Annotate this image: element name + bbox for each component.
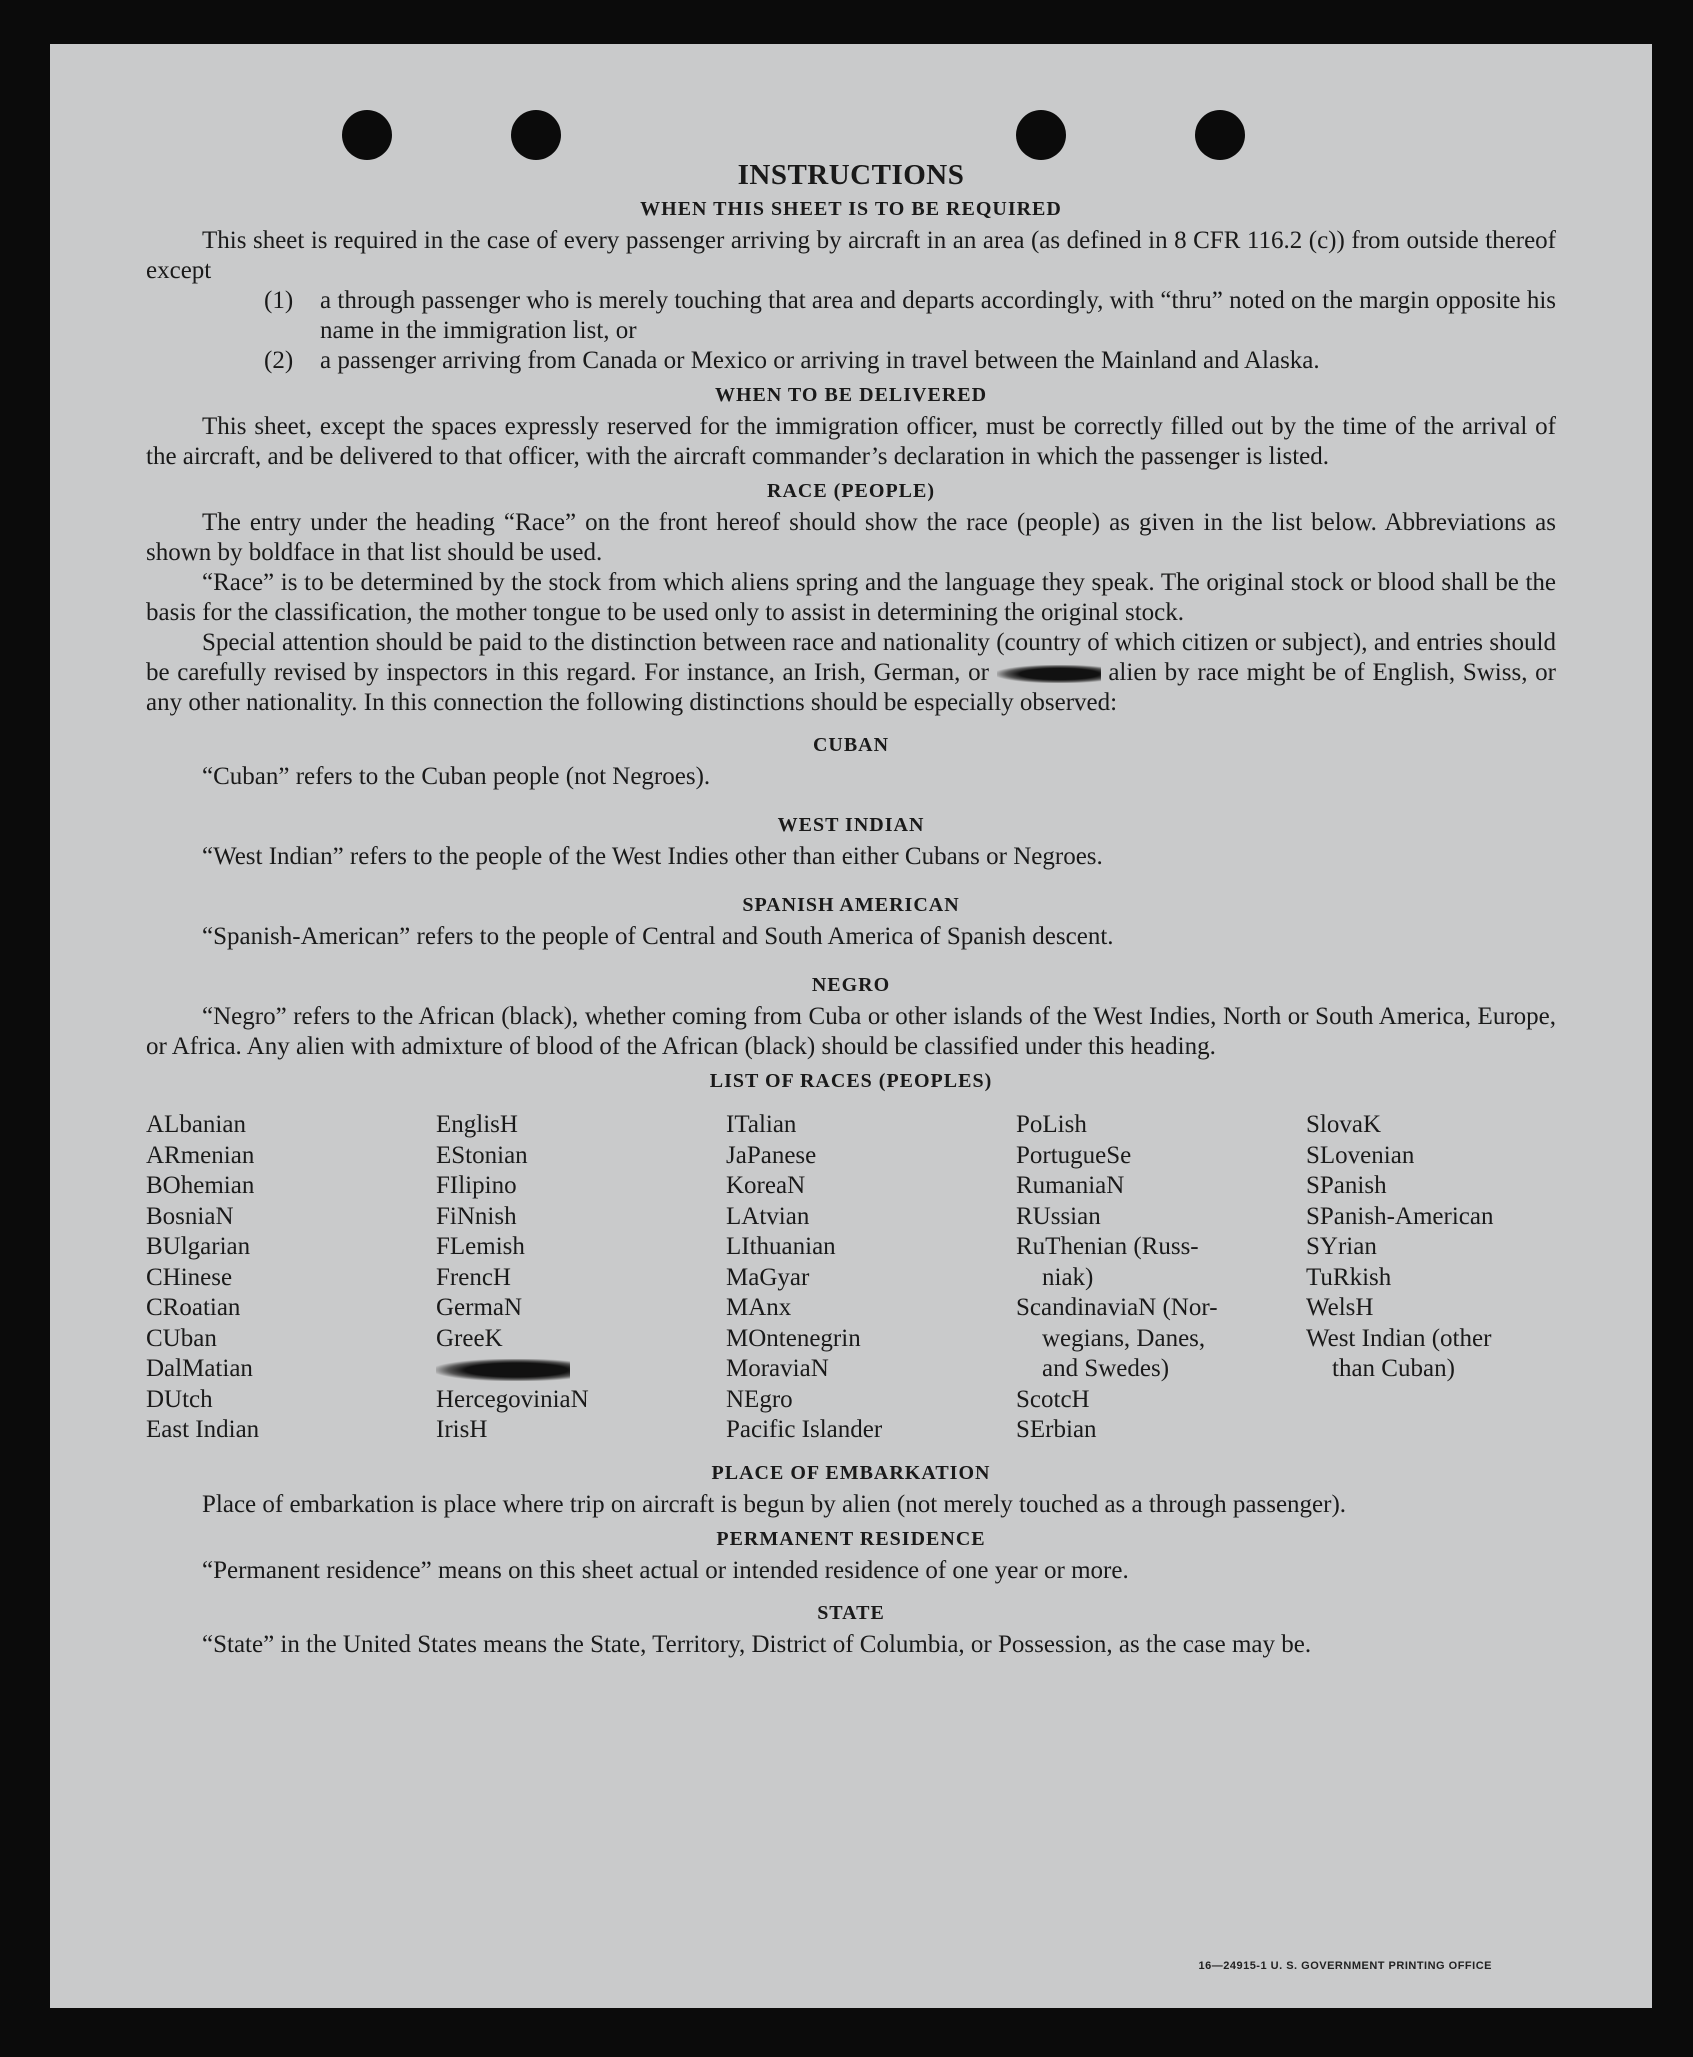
race-list-item: BUlgarian bbox=[146, 1233, 251, 1260]
race-list-item: ScandinaviaN (Nor- bbox=[1016, 1294, 1218, 1321]
race-list-item-continued: niak) bbox=[1042, 1263, 1094, 1291]
residence-text: “Permanent residence” means on this sheet actual or intended residence of one year or more. bbox=[202, 1556, 1129, 1584]
race-list-item: CRoatian bbox=[146, 1294, 241, 1321]
race-list-item: CUban bbox=[146, 1324, 217, 1352]
race-paragraph-3a: Special attention should be paid to the distinction between race and nationality (country of which citizen or subject), and entries should be carefully revised by inspectors in this regard. For instance, an Irish, German, or bbox=[146, 629, 1556, 686]
redaction-mark bbox=[436, 1359, 570, 1381]
race-list-item: Pacific Islander bbox=[726, 1416, 883, 1443]
race-list-item: MOntenegrin bbox=[726, 1324, 861, 1352]
race-list-item: SPanish-American bbox=[1306, 1202, 1494, 1230]
race-list-item: EnglisH bbox=[436, 1111, 518, 1138]
race-list-item-continued: and Swedes) bbox=[1042, 1355, 1170, 1382]
punch-hole bbox=[1195, 110, 1245, 160]
required-item bbox=[146, 286, 1556, 346]
race-paragraph-1: The entry under the heading “Race” on the front hereof should show the race (people) as given in the list below. Abbreviations as shown by boldface in that list should be used. bbox=[146, 509, 1556, 566]
cuban-text: “Cuban” refers to the Cuban people (not Negroes). bbox=[202, 763, 711, 790]
race-list-item: SYrian bbox=[1306, 1233, 1377, 1260]
race-list-item: SPanish bbox=[1306, 1172, 1387, 1199]
race-list-column bbox=[1016, 1110, 1306, 1446]
race-list-column bbox=[436, 1110, 726, 1446]
race-list-item: KoreaN bbox=[726, 1172, 806, 1199]
race-list-item: WelsH bbox=[1306, 1294, 1374, 1321]
race-list-item: BosniaN bbox=[146, 1202, 234, 1230]
state-text: “State” in the United States means the State, Territory, District of Columbia, or Possession, as the case may be. bbox=[202, 1630, 1312, 1658]
race-list-item: MAnx bbox=[726, 1294, 792, 1321]
race-list-item: RUssian bbox=[1016, 1202, 1101, 1230]
embarkation-text: Place of embarkation is place where trip on aircraft is begun by alien (not merely touched as a through passenger). bbox=[202, 1490, 1347, 1518]
section-heading-embarkation: PLACE OF EMBARKATION bbox=[711, 1461, 991, 1484]
section-heading-state: STATE bbox=[817, 1601, 885, 1624]
race-list-item: RumaniaN bbox=[1016, 1172, 1125, 1199]
race-list-item: ScotcH bbox=[1016, 1385, 1090, 1413]
race-list-item: RuThenian (Russ- bbox=[1016, 1233, 1199, 1260]
west-indian-text: “West Indian” refers to the people of the West Indies other than either Cubans or Negroes. bbox=[202, 843, 1103, 870]
section-heading-required: WHEN THIS SHEET IS TO BE REQUIRED bbox=[640, 198, 1062, 220]
race-list-item: FLemish bbox=[436, 1233, 525, 1260]
race-list-item: East Indian bbox=[146, 1416, 260, 1443]
race-list-item: TuRkish bbox=[1306, 1263, 1392, 1291]
race-list-item: MoraviaN bbox=[726, 1355, 829, 1382]
race-list-item: DalMatian bbox=[146, 1355, 253, 1382]
page-title: INSTRUCTIONS bbox=[737, 159, 965, 191]
race-list-item: EStonian bbox=[436, 1141, 528, 1169]
section-heading-spanish-american: SPANISH AMERICAN bbox=[742, 894, 960, 916]
race-list-item: SLovenian bbox=[1306, 1141, 1415, 1169]
race-list-item: BOhemian bbox=[146, 1172, 255, 1199]
item-number: (2) bbox=[264, 347, 294, 374]
race-list-item: CHinese bbox=[146, 1263, 233, 1291]
section-heading-list: LIST OF RACES (PEOPLES) bbox=[709, 1070, 993, 1092]
race-list-item: HercegoviniaN bbox=[436, 1385, 589, 1413]
race-list-item: SlovaK bbox=[1306, 1111, 1381, 1138]
race-list-item: SErbian bbox=[1016, 1416, 1097, 1443]
race-list-item: ITalian bbox=[726, 1111, 797, 1138]
race-list-column bbox=[146, 1110, 436, 1446]
section-heading-negro: NEGRO bbox=[811, 974, 891, 996]
item-text: a passenger arriving from Canada or Mexico or arriving in travel between the Mainland and Alaska. bbox=[320, 347, 1320, 374]
race-list-item-redacted bbox=[436, 1354, 726, 1385]
race-list-item: West Indian (other bbox=[1306, 1324, 1492, 1352]
item-text: a through passenger who is merely touching that area and departs accordingly, with “thru” noted on the margin opposite his name in the immigration list, or bbox=[320, 287, 1556, 344]
race-list-item: LIthuanian bbox=[726, 1233, 836, 1260]
race-list-item: FiNnish bbox=[436, 1202, 517, 1230]
race-list-column bbox=[726, 1110, 1016, 1446]
redaction-mark bbox=[997, 665, 1101, 683]
spanish-american-text: “Spanish-American” refers to the people of Central and South America of Spanish descent. bbox=[202, 923, 1114, 950]
section-heading-race: RACE (PEOPLE) bbox=[767, 480, 935, 502]
race-list-item: GreeK bbox=[436, 1324, 503, 1352]
race-list-item: NEgro bbox=[726, 1385, 793, 1413]
negro-text: “Negro” refers to the African (black), whether coming from Cuba or other islands of the West Indies, North or South America, Europe, or Africa. Any alien with admixture of blood of the African (black) should be classified under this heading. bbox=[146, 1003, 1556, 1060]
race-list-item: LAtvian bbox=[726, 1202, 810, 1230]
section-heading-cuban: CUBAN bbox=[812, 734, 890, 756]
race-paragraph-3 bbox=[146, 628, 1556, 718]
delivered-text: This sheet, except the spaces expressly reserved for the immigration officer, must be correctly filled out by the time of the arrival of the aircraft, and be delivered to that officer, with the aircraft commander’s declaration in which the passenger is listed. bbox=[146, 413, 1556, 470]
race-paragraph-3b: alien by race might be of English, Swiss, or any other nationality. In this connection the following distinctions should be especially observed: bbox=[146, 659, 1556, 716]
race-list-item: JaPanese bbox=[726, 1141, 817, 1169]
punch-hole bbox=[342, 110, 392, 160]
punch-hole bbox=[1016, 110, 1066, 160]
required-intro: This sheet is required in the case of every passenger arriving by aircraft in an area (as defined in 8 CFR 116.2 (c)) from outside thereof except bbox=[146, 227, 1556, 284]
race-list-item: ARmenian bbox=[146, 1141, 255, 1169]
race-list-item: FIlipino bbox=[436, 1172, 517, 1199]
race-list-item: MaGyar bbox=[726, 1263, 810, 1291]
section-heading-west-indian: WEST INDIAN bbox=[777, 814, 925, 836]
race-list-column bbox=[1306, 1110, 1556, 1446]
race-list-item: PortugueSe bbox=[1016, 1141, 1132, 1169]
section-heading-delivered: WHEN TO BE DELIVERED bbox=[714, 384, 988, 406]
instructions-content bbox=[146, 160, 1556, 1660]
race-list bbox=[146, 1110, 1556, 1446]
race-list-item: DUtch bbox=[146, 1385, 213, 1413]
race-list-item: GermaN bbox=[436, 1294, 523, 1321]
punch-hole bbox=[511, 110, 561, 160]
race-list-item: PoLish bbox=[1016, 1111, 1087, 1138]
race-list-item: IrisH bbox=[436, 1416, 488, 1443]
required-item bbox=[146, 346, 1556, 376]
race-list-item-continued: than Cuban) bbox=[1332, 1355, 1455, 1382]
race-list-item-continued: wegians, Danes, bbox=[1042, 1324, 1206, 1352]
section-heading-residence: PERMANENT RESIDENCE bbox=[716, 1527, 986, 1550]
document-sheet bbox=[50, 44, 1652, 2008]
race-paragraph-2: “Race” is to be determined by the stock from which aliens spring and the language they speak. The original stock or blood shall be the basis for the classification, the mother tongue to be used only to assist in determining the original stock. bbox=[146, 569, 1556, 626]
printing-office-footer: 16—24915-1 U. S. GOVERNMENT PRINTING OFFICE bbox=[1198, 1960, 1492, 1972]
item-number: (1) bbox=[264, 287, 294, 314]
race-list-item: FrencH bbox=[436, 1263, 511, 1291]
race-list-item: ALbanian bbox=[146, 1111, 246, 1138]
